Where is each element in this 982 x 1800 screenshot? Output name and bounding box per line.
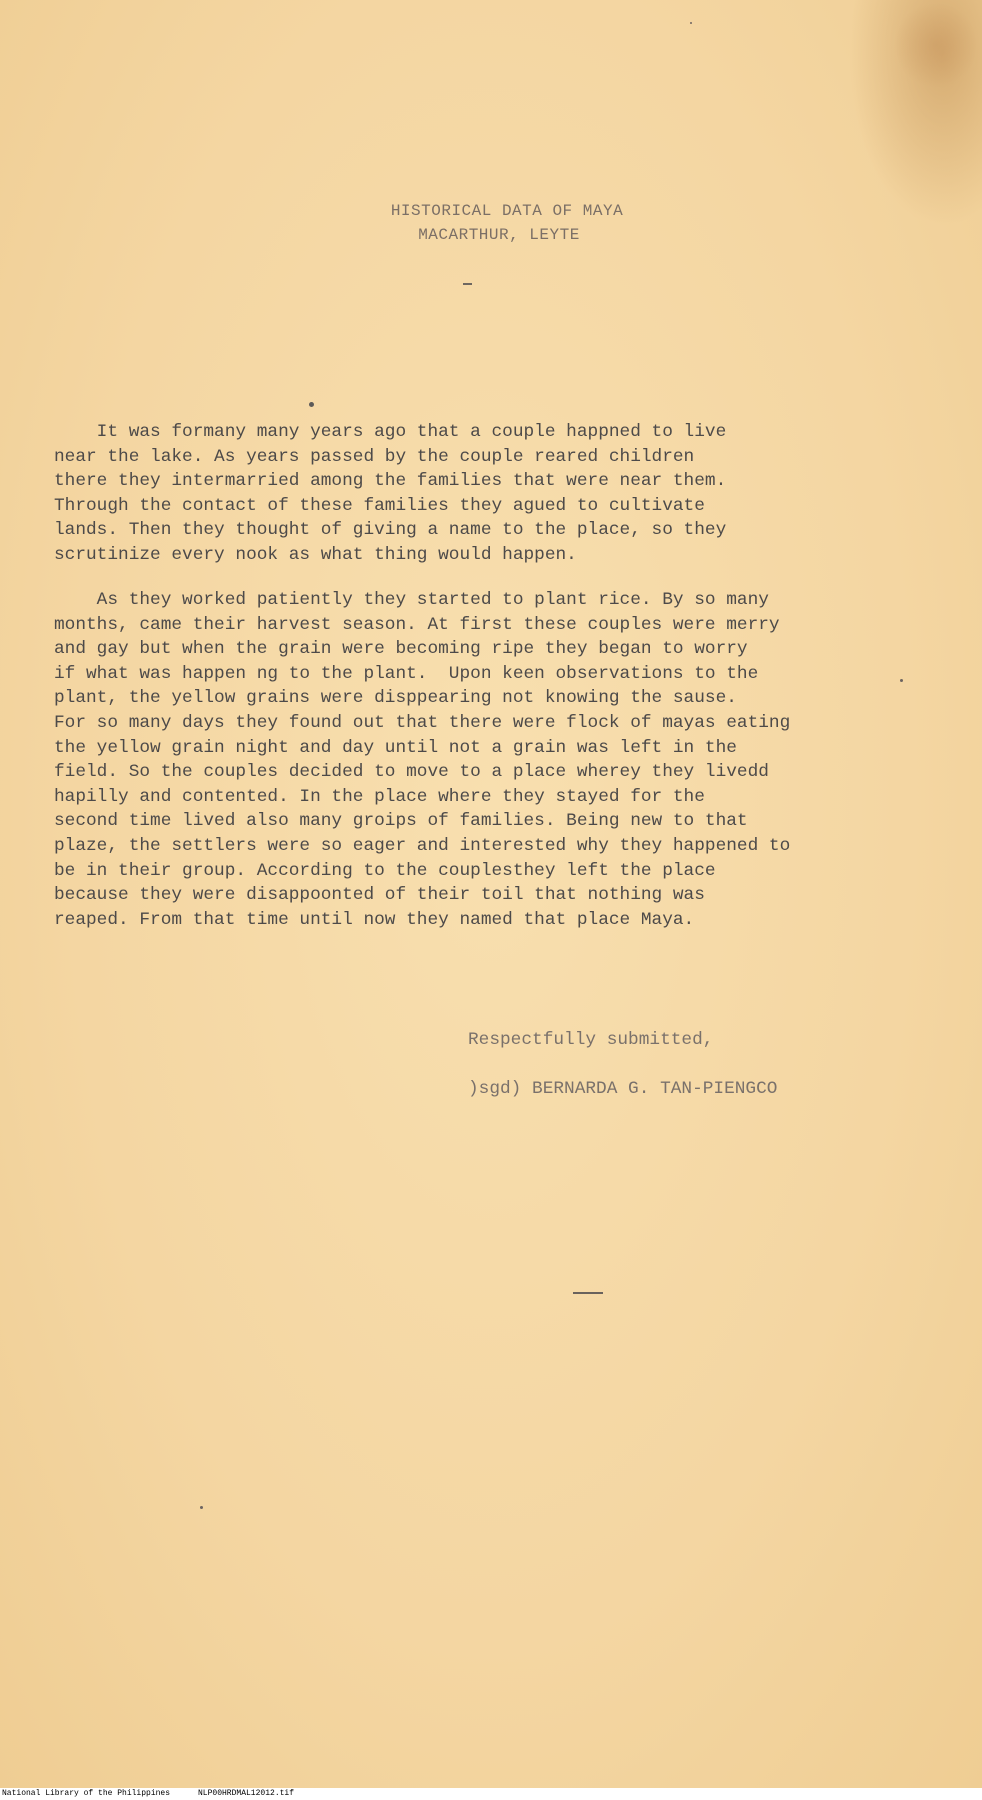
text-line: For so many days they found out that there were flock of mayas eating xyxy=(54,712,791,733)
text-line: Through the contact of these families they agued to cultivate xyxy=(54,495,705,516)
text-line: months, came their harvest season. At first these couples were merry xyxy=(54,614,780,635)
text-line: and gay but when the grain were becoming ripe they began to worry xyxy=(54,639,748,660)
scan-footer xyxy=(0,1788,982,1800)
paragraph-2 xyxy=(54,588,914,932)
text-line: near the lake. As years passed by the couple reared children xyxy=(54,446,695,467)
text-line: scrutinize every nook as what thing would happen. xyxy=(54,544,577,565)
ink-speck xyxy=(900,679,903,682)
text-line: As they worked patiently they started to plant rice. By so many xyxy=(54,590,769,610)
text-line: hapilly and contented. In the place where they stayed for the xyxy=(54,786,705,807)
ink-speck xyxy=(200,1506,203,1509)
signature-line: )sgd) BERNARDA G. TAN-PIENGCO xyxy=(468,1079,778,1099)
ink-speck xyxy=(690,22,692,24)
closing-line: Respectfully submitted, xyxy=(468,1030,714,1050)
text-line: there they intermarried among the families that were near them. xyxy=(54,471,727,492)
text-line: It was formany many years ago that a couple happned to live xyxy=(54,422,727,442)
ink-dot xyxy=(309,402,314,407)
bottom-rule xyxy=(573,1292,603,1294)
separator-dash xyxy=(463,283,472,285)
text-line: plaze, the settlers were so eager and interested why they happened to xyxy=(54,835,791,856)
text-line: because they were disappoonted of their toil that nothing was xyxy=(54,885,705,906)
text-line: field. So the couples decided to move to a place wherey they livedd xyxy=(54,762,769,783)
text-line: lands. Then they thought of giving a name to the place, so they xyxy=(54,520,727,541)
text-line: if what was happen ng to the plant. Upon keen observations to the xyxy=(54,663,759,684)
document-title: HISTORICAL DATA OF MAYA xyxy=(390,202,624,220)
footer-source: National Library of the Philippines xyxy=(2,1789,171,1798)
text-line: second time lived also many groips of families. Being new to that xyxy=(54,811,748,832)
text-line: the yellow grain night and day until not a grain was left in the xyxy=(54,737,737,758)
paper-stain xyxy=(896,0,976,90)
text-line: plant, the yellow grains were disppearing not knowing the sause. xyxy=(54,688,737,709)
text-line: reaped. From that time until now they named that place Maya. xyxy=(54,909,695,930)
footer-filename: NLP00HRDMAL12012.tif xyxy=(198,1789,295,1798)
document-subtitle: MACARTHUR, LEYTE xyxy=(418,226,580,244)
text-line: be in their group. According to the couplesthey left the place xyxy=(54,860,716,881)
paragraph-1 xyxy=(54,420,914,568)
